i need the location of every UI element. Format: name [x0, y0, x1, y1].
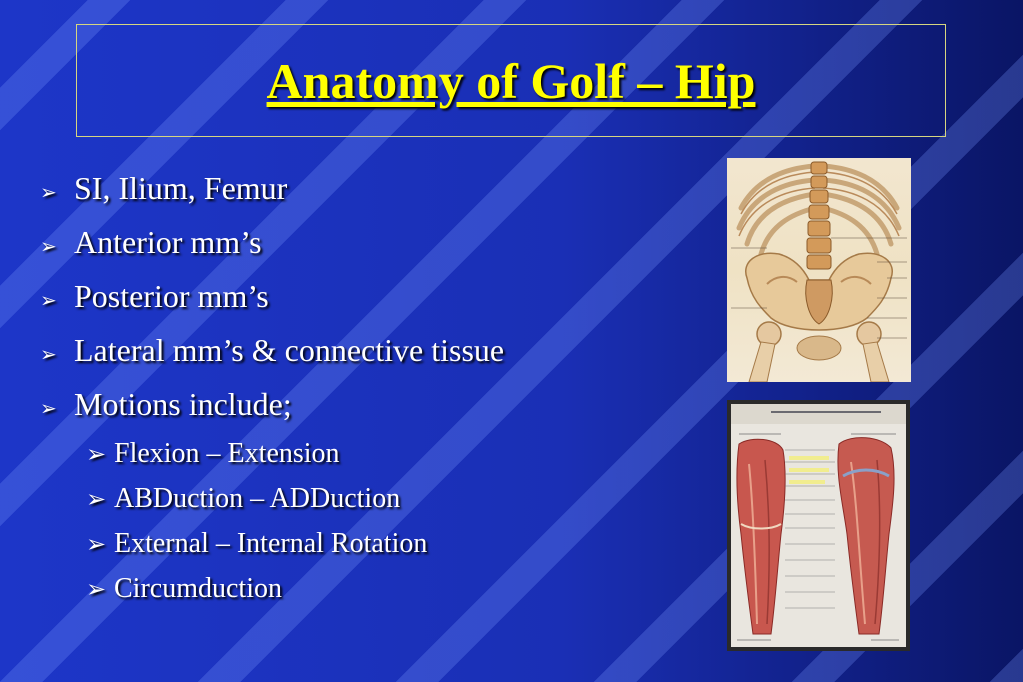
- sub-bullet-text: Flexion – Extension: [114, 438, 340, 469]
- sub-bullet-item: [40, 438, 504, 485]
- sub-bullet-text: Circumduction: [114, 573, 282, 604]
- bullet-item: [40, 386, 504, 440]
- arrow-bullet-icon: ➢: [40, 344, 57, 366]
- pelvis-skeleton-illustration: [727, 158, 911, 382]
- arrow-bullet-icon: ➢: [40, 398, 57, 420]
- arrow-bullet-icon: ➢: [86, 532, 107, 558]
- bullet-item: [40, 332, 504, 386]
- sub-bullet-text: External – Internal Rotation: [114, 528, 428, 559]
- sub-bullet-item: [40, 573, 504, 620]
- bullet-item: [40, 170, 504, 224]
- sub-bullet-item: [40, 528, 504, 575]
- bullet-list: [40, 170, 504, 620]
- arrow-bullet-icon: ➢: [86, 487, 107, 513]
- bullet-text: Lateral mm’s & connective tissue: [74, 332, 505, 368]
- bullet-text: Posterior mm’s: [74, 278, 269, 314]
- bullet-text: SI, Ilium, Femur: [74, 170, 288, 206]
- slide-title: Anatomy of Golf – Hip: [266, 52, 756, 109]
- pelvis-skeleton-image: [727, 158, 911, 382]
- bullet-item: [40, 224, 504, 278]
- bullet-item: [40, 278, 504, 332]
- arrow-bullet-icon: ➢: [40, 290, 57, 312]
- arrow-bullet-icon: ➢: [86, 577, 107, 603]
- sub-bullet-text: ABDuction – ADDuction: [114, 483, 401, 514]
- bullet-text: Anterior mm’s: [74, 224, 262, 260]
- arrow-bullet-icon: ➢: [40, 182, 57, 204]
- hip-thigh-posterior-muscles-book-page: [731, 404, 906, 647]
- title-box: [76, 24, 946, 137]
- hip-muscles-image: [727, 400, 910, 651]
- bullet-text: Motions include;: [74, 386, 292, 422]
- arrow-bullet-icon: ➢: [86, 442, 107, 468]
- arrow-bullet-icon: ➢: [40, 236, 57, 258]
- sub-bullet-item: [40, 483, 504, 530]
